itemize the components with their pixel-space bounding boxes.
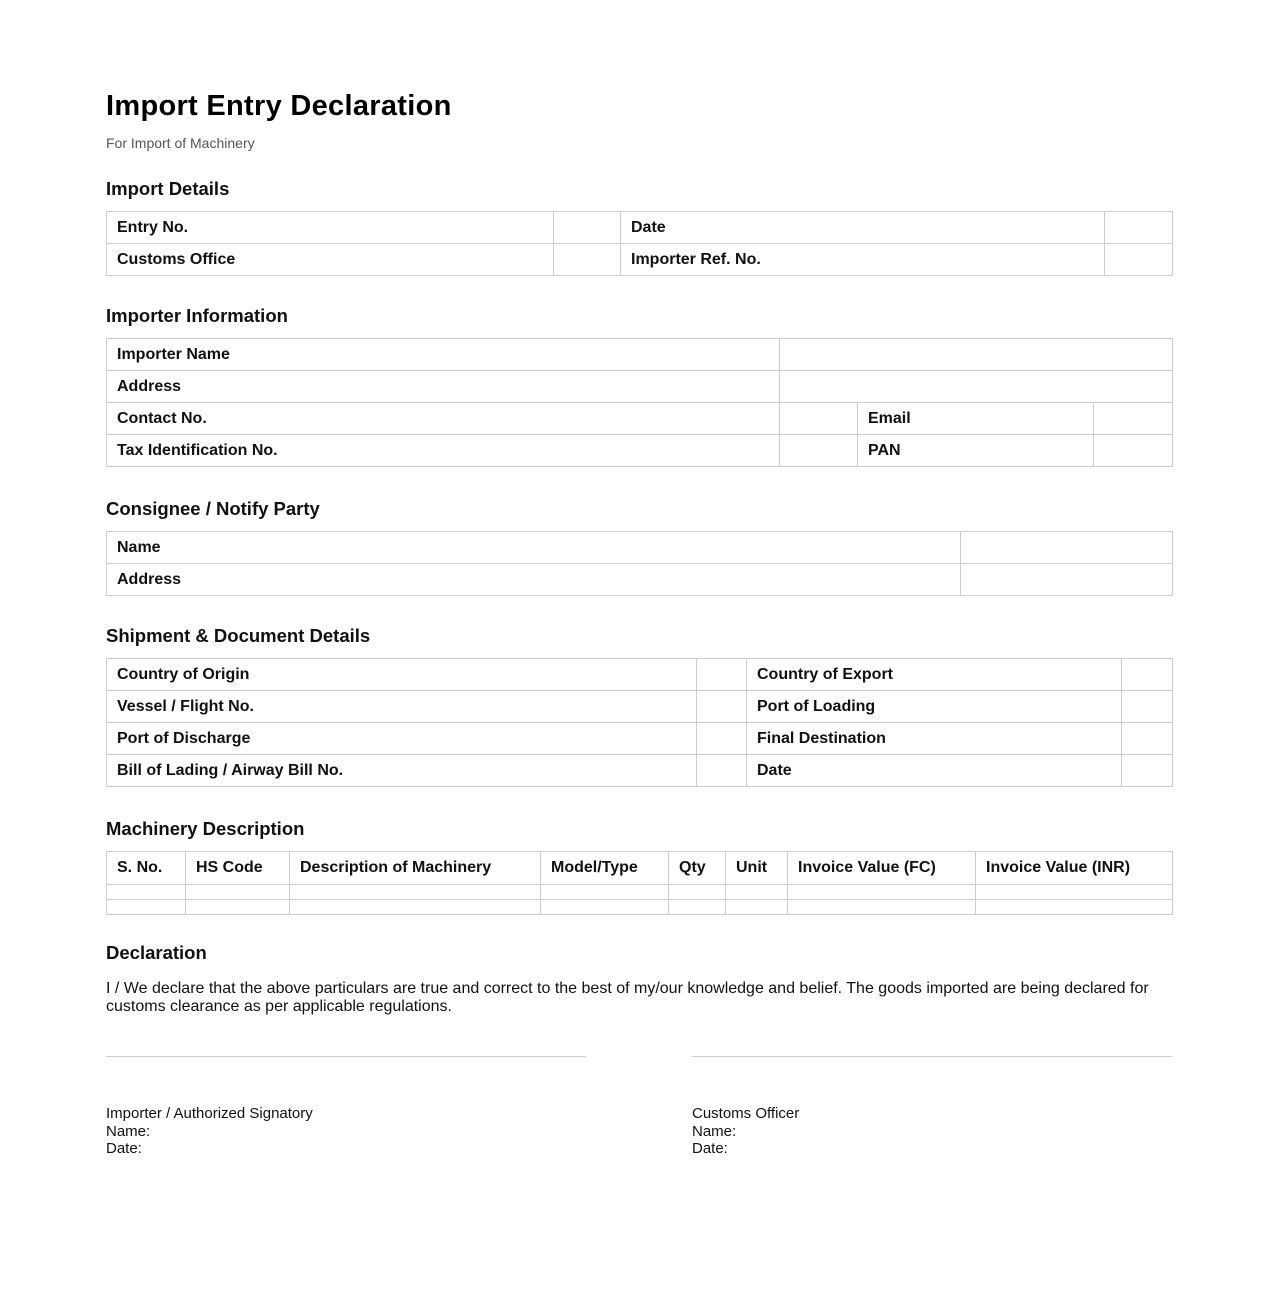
pan-field[interactable] (1094, 435, 1173, 467)
officer-date-label: Date: (692, 1140, 728, 1157)
cell-description[interactable] (290, 900, 541, 915)
signatory-role: Importer / Authorized Signatory (106, 1105, 313, 1122)
entry-no-label: Entry No. (107, 212, 554, 244)
country-origin-label: Country of Origin (107, 659, 697, 691)
shipment-table (106, 658, 1173, 787)
vessel-flight-field[interactable] (697, 691, 747, 723)
officer-role: Customs Officer (692, 1105, 800, 1122)
customs-office-label: Customs Office (107, 244, 554, 276)
column-header-invoice-inr: Invoice Value (INR) (976, 852, 1173, 885)
port-discharge-field[interactable] (697, 723, 747, 755)
cell-invoice-fc[interactable] (788, 885, 976, 900)
table-row (107, 435, 1173, 467)
bill-of-lading-field[interactable] (697, 755, 747, 787)
final-destination-label: Final Destination (747, 723, 1122, 755)
table-row (107, 212, 1173, 244)
table-row (107, 403, 1173, 435)
table-row (107, 723, 1173, 755)
cell-unit[interactable] (726, 885, 788, 900)
declaration-text: I / We declare that the above particulars are true and correct to the best of my/our knowledge and belief. The goods imported are being declared for customs clearance as per applicable regulations. (106, 980, 1149, 1015)
column-header-invoice-fc: Invoice Value (FC) (788, 852, 976, 885)
port-loading-label: Port of Loading (747, 691, 1122, 723)
cell-model[interactable] (541, 900, 669, 915)
final-destination-field[interactable] (1122, 723, 1173, 755)
signatory-name-label: Name: (106, 1122, 151, 1140)
table-row (107, 885, 1173, 900)
section-title-consignee: Consignee / Notify Party (106, 498, 320, 519)
table-row (107, 900, 1173, 915)
cell-model[interactable] (541, 885, 669, 900)
customs-office-field[interactable] (554, 244, 621, 276)
cell-invoice-fc[interactable] (788, 900, 976, 915)
tax-id-field[interactable] (780, 435, 858, 467)
consignee-name-field[interactable] (961, 532, 1173, 564)
section-title-declaration: Declaration (106, 942, 207, 963)
cell-description[interactable] (290, 885, 541, 900)
cell-hs-code[interactable] (186, 900, 290, 915)
consignee-address-label: Address (107, 564, 961, 596)
country-origin-field[interactable] (697, 659, 747, 691)
consignee-address-field[interactable] (961, 564, 1173, 596)
shipment-date-field[interactable] (1122, 755, 1173, 787)
cell-qty[interactable] (669, 900, 726, 915)
cell-unit[interactable] (726, 900, 788, 915)
column-header-model: Model/Type (541, 852, 669, 885)
signature-block-customs-officer (692, 1056, 1172, 1158)
page-title: Import Entry Declaration (106, 90, 452, 122)
consignee-name-label: Name (107, 532, 961, 564)
importer-ref-field[interactable] (1105, 244, 1173, 276)
importer-info-table (106, 338, 1173, 467)
table-row (107, 532, 1173, 564)
table-row (107, 244, 1173, 276)
signature-line[interactable] (106, 1056, 586, 1057)
contact-no-field[interactable] (780, 403, 858, 435)
cell-invoice-inr[interactable] (976, 900, 1173, 915)
importer-name-field[interactable] (780, 339, 1173, 371)
date-label: Date (621, 212, 1105, 244)
signatory-date-label: Date: (106, 1140, 142, 1157)
importer-address-label: Address (107, 371, 780, 403)
vessel-flight-label: Vessel / Flight No. (107, 691, 697, 723)
column-header-description: Description of Machinery (290, 852, 541, 885)
section-title-importer-info: Importer Information (106, 305, 288, 326)
shipment-date-label: Date (747, 755, 1122, 787)
pan-label: PAN (858, 435, 1094, 467)
consignee-table (106, 531, 1173, 596)
table-row (107, 755, 1173, 787)
column-header-unit: Unit (726, 852, 788, 885)
section-title-machinery: Machinery Description (106, 818, 305, 839)
page-subtitle: For Import of Machinery (106, 135, 255, 151)
importer-address-field[interactable] (780, 371, 1173, 403)
table-row (107, 691, 1173, 723)
table-row (107, 371, 1173, 403)
port-discharge-label: Port of Discharge (107, 723, 697, 755)
email-field[interactable] (1094, 403, 1173, 435)
table-row (107, 564, 1173, 596)
import-details-table (106, 211, 1173, 276)
cell-qty[interactable] (669, 885, 726, 900)
importer-name-label: Importer Name (107, 339, 780, 371)
cell-sno[interactable] (107, 900, 186, 915)
cell-invoice-inr[interactable] (976, 885, 1173, 900)
email-label: Email (858, 403, 1094, 435)
port-loading-field[interactable] (1122, 691, 1173, 723)
entry-no-field[interactable] (554, 212, 621, 244)
tax-id-label: Tax Identification No. (107, 435, 780, 467)
column-header-qty: Qty (669, 852, 726, 885)
cell-sno[interactable] (107, 885, 186, 900)
cell-hs-code[interactable] (186, 885, 290, 900)
column-header-hs-code: HS Code (186, 852, 290, 885)
bill-of-lading-label: Bill of Lading / Airway Bill No. (107, 755, 697, 787)
machinery-table (106, 851, 1173, 915)
section-title-shipment: Shipment & Document Details (106, 625, 371, 646)
country-export-field[interactable] (1122, 659, 1173, 691)
table-row (107, 339, 1173, 371)
section-title-import-details: Import Details (106, 178, 230, 199)
importer-ref-label: Importer Ref. No. (621, 244, 1105, 276)
column-header-sno: S. No. (107, 852, 186, 885)
table-row (107, 659, 1173, 691)
signature-block-importer (106, 1056, 586, 1158)
date-field[interactable] (1105, 212, 1173, 244)
signature-line[interactable] (692, 1056, 1172, 1057)
officer-name-label: Name: (692, 1122, 737, 1140)
contact-no-label: Contact No. (107, 403, 780, 435)
table-header-row (107, 852, 1173, 885)
country-export-label: Country of Export (747, 659, 1122, 691)
